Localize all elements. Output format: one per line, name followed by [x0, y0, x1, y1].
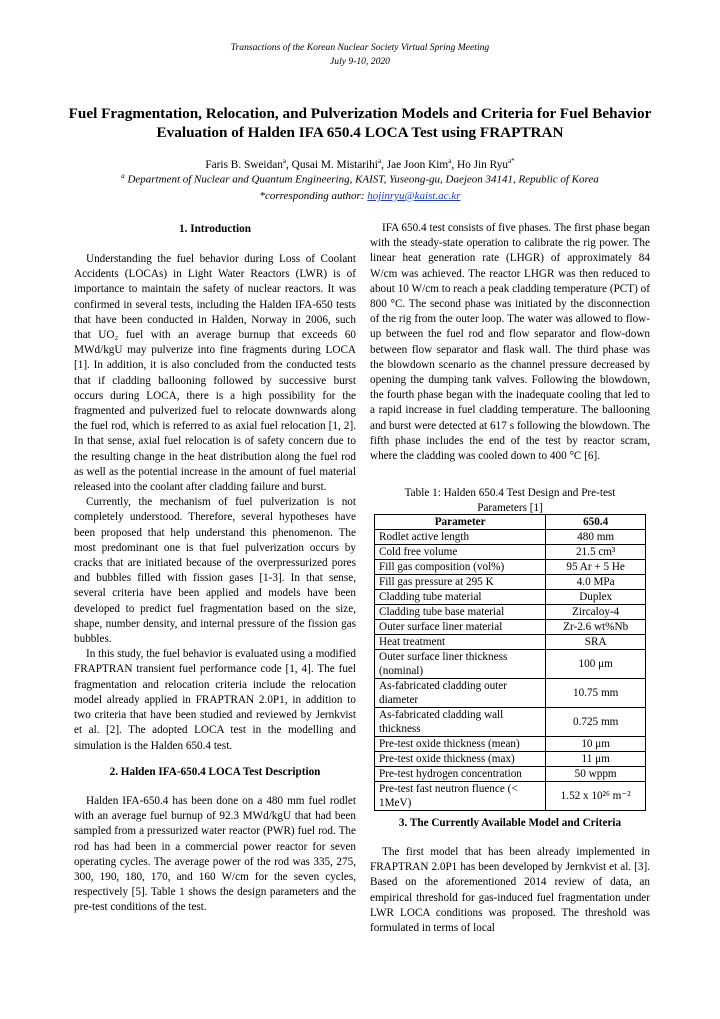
parameter-name-cell: Cladding tube material	[375, 590, 546, 605]
parameter-name-cell: Pre-test hydrogen concentration	[375, 767, 546, 782]
parameter-value-cell: 50 wppm	[546, 767, 646, 782]
parameter-value-cell: 95 Ar + 5 He	[546, 560, 646, 575]
parameter-value-cell: 11 μm	[546, 752, 646, 767]
author-name: Faris B. Sweidan	[205, 158, 283, 171]
paragraph: The first model that has been already implemented in FRAPTRAN 2.0P1 has been developed by Jernkvist et al. [3]. Based on the aforementioned 2014 review of data, an empirical threshold for gas-induced fuel fragmentation under LWR LOCA conditions was proposed. The threshold was formulated in terms of local	[370, 846, 650, 935]
parameter-value-cell: 10.75 mm	[546, 679, 646, 708]
parameter-table	[374, 514, 646, 811]
running-header	[0, 41, 720, 69]
section-heading-models: 3. The Currently Available Model and Criteria	[398, 817, 622, 829]
author-name: Ho Jin Ryu	[456, 158, 509, 171]
table-row	[375, 767, 646, 782]
left-column	[74, 252, 356, 754]
table-header-cell: 650.4	[546, 515, 646, 530]
parameter-value-cell: 480 mm	[546, 530, 646, 545]
right-column-continued	[370, 845, 650, 936]
parameter-name-cell: Heat treatment	[375, 635, 546, 650]
affiliation-block	[20, 168, 700, 204]
table-container	[374, 514, 646, 811]
parameter-name-cell: As-fabricated cladding outer diameter	[375, 679, 546, 708]
table-row	[375, 737, 646, 752]
table-row	[375, 590, 646, 605]
affiliation-line	[20, 168, 700, 188]
conference-name: Transactions of the Korean Nuclear Society Virtual Spring Meeting	[230, 42, 490, 53]
parameter-name-cell: Fill gas composition (vol%)	[375, 560, 546, 575]
conference-date: July 9-10, 2020	[330, 56, 390, 67]
parameter-name-cell: Outer surface liner thickness (nominal)	[375, 650, 546, 679]
paragraph: Understanding the fuel behavior during Loss of Coolant Accidents (LOCAs) in Light Water Reactors (LWR) is of importance to maintain the safety of nuclear reactors. It was confirmed in several tests, including the Halden IFA-650 tests that have been conducted in Halden, Norway in 2006, such that UO₂ fuel with an average burnup that exceeds 60 MWd/kgU may pulverize into fine fragments during LOCA [1]. In addition, it is also concluded from the conducted tests that if cladding ballooning followed by successive burst occurs during LOCA, there is a high possibility for the fragmented and pulverized fuel to relocate downwards along the fuel rod, which is referred to as axial fuel relocation [1, 2]. In that sense, axial fuel relocation is of safety concern due to the resulting change in the heat distribution along the fuel rod as well as the potential increase in the amount of fuel material released into the coolant after cladding failure and burst.	[74, 253, 356, 494]
parameter-value-cell: Duplex	[546, 590, 646, 605]
parameter-name-cell: Pre-test fast neutron fluence (< 1MeV)	[375, 782, 546, 811]
affiliation-mark: a	[377, 157, 382, 165]
table-row	[375, 560, 646, 575]
caption-line: Table 1: Halden 650.4 Test Design and Pre-test	[404, 487, 616, 499]
table-caption	[370, 486, 650, 516]
section-heading-test-description: 2. Halden IFA-650.4 LOCA Test Description	[109, 766, 321, 778]
table-header-cell: Parameter	[375, 515, 546, 530]
author-list: Faris B. Sweidan$^a$, Qusai M. Mistarihi$^a$, Jae Joon Kim$^a$, Ho Jin Ryu$^{a*}$	[205, 157, 515, 171]
parameter-name-cell: Pre-test oxide thickness (max)	[375, 752, 546, 767]
title-line-1: Fuel Fragmentation, Relocation, and Pulverization Models and Criteria for Fuel Behavior	[68, 105, 652, 122]
parameter-name-cell: As-fabricated cladding wall thickness	[375, 708, 546, 737]
table-row	[375, 605, 646, 620]
table-row	[375, 620, 646, 635]
email-link[interactable]: hojinryu@kaist.ac.kr	[367, 189, 461, 202]
parameter-value-cell: 4.0 MPa	[546, 575, 646, 590]
table-row	[375, 708, 646, 737]
parameter-value-cell: 0.725 mm	[546, 708, 646, 737]
table-row	[375, 545, 646, 560]
parameter-value-cell: Zr-2.6 wt%Nb	[546, 620, 646, 635]
right-column	[370, 221, 650, 464]
parameter-value-cell: 100 μm	[546, 650, 646, 679]
parameter-value-cell: 21.5 cm³	[546, 545, 646, 560]
left-column-continued	[74, 794, 356, 916]
affiliation-mark: a*	[508, 157, 515, 165]
author-name: Jae Joon Kim	[386, 158, 449, 171]
parameter-name-cell: Rodlet active length	[375, 530, 546, 545]
parameter-value-cell: 1.52 x 10²⁶ m⁻²	[546, 782, 646, 811]
paragraph: In this study, the fuel behavior is evaluated using a modified FRAPTRAN transient fuel performance code [1, 4]. The fuel fragmentation and relocation criteria include the relocation model already applied in FRAPTRAN 2.0P1, in addition to two criteria that have been studied and reviewed by Jernkvist et al. [2]. The adopted LOCA test in the modelling and simulation is the Halden 650.4 test.	[74, 648, 356, 752]
caption-line: Parameters [1]	[477, 502, 543, 515]
parameter-name-cell: Cold free volume	[375, 545, 546, 560]
corresponding-label: *corresponding author:	[259, 189, 368, 202]
parameter-name-cell: Cladding tube base material	[375, 605, 546, 620]
parameter-name-cell: Pre-test oxide thickness (mean)	[375, 737, 546, 752]
section-heading-introduction: 1. Introduction	[179, 223, 251, 235]
parameter-name-cell: Fill gas pressure at 295 K	[375, 575, 546, 590]
title-line-2: Evaluation of Halden IFA 650.4 LOCA Test using FRAPTRAN	[156, 124, 564, 141]
table-row	[375, 530, 646, 545]
affiliation-text: Department of Nuclear and Quantum Engineering, KAIST, Yuseong-gu, Daejeon 34141, Republic of Korea	[127, 173, 599, 186]
table-row	[375, 782, 646, 811]
paragraph: IFA 650.4 test consists of five phases. The first phase began with the steady-state operation to calibrate the rig power. The linear heat generation rate (LHGR) of approximately 84 W/cm was achieved. The reactor LHGR was then reduced to about 10 W/cm to reach a peak cladding temperature (PCT) of 800 °C. The second phase was initiated by the disconnection of the rig from the outer loop. The water was allowed to flow-up between the fuel rod and flow separator and flow-down between flow separator and flask wall. The third phase was the blowdown scenario as the channel pressure decreased by opening the dumping tank valves. Following the blowdown, the fourth phase began with the inadequate cooling that led to a rapid increase in fuel cladding temperature. The ballooning and burst were detected at 617 s following the blowdown. The fifth phase includes the end of the test by reactor scram, where the cladding was cooled down to 400 °C [6].	[370, 222, 650, 463]
table-row	[375, 752, 646, 767]
paragraph: Currently, the mechanism of fuel pulverization is not completely understood. Therefore, several hypotheses have been proposed that help understand this phenomenon. The most predominant one is that fuel pulverization occurs by cracks that are initiated because of the overpressurized pores and bubbles filled with fission gases [1-3]. In that sense, several criteria have been applied and models have been developed to predict fuel fragmentation based on the size, shape, number density, and internal pressure of the fission gas bubbles.	[74, 496, 356, 646]
paper-title	[40, 104, 680, 142]
parameter-value-cell: 10 μm	[546, 737, 646, 752]
table-row	[375, 650, 646, 679]
parameter-name-cell: Outer surface liner material	[375, 620, 546, 635]
corresponding-author	[20, 188, 700, 204]
parameter-value-cell: Zircaloy-4	[546, 605, 646, 620]
paragraph: Halden IFA-650.4 has been done on a 480 mm fuel rodlet with an average fuel burnup of 92.3 MWd/kgU that had been sampled from a pressurized water reactor (PWR) fuel rod. The rod has had been in a commercial power reactor for seven operating cycles. The average power of the rod was 335, 275, 300, 190, 180, 170, and 160 W/cm for the seven cycles, respectively [5]. Table 1 shows the design parameters and the pre-test conditions of the test.	[74, 795, 356, 914]
table-row	[375, 635, 646, 650]
affiliation-mark: a	[282, 157, 286, 165]
affiliation-mark: a	[448, 157, 452, 165]
author-name: Qusai M. Mistarihi	[291, 158, 378, 171]
affiliation-mark: a	[121, 172, 125, 180]
table-row	[375, 679, 646, 708]
parameter-value-cell: SRA	[546, 635, 646, 650]
table-row	[375, 575, 646, 590]
table-header-row	[375, 515, 646, 530]
